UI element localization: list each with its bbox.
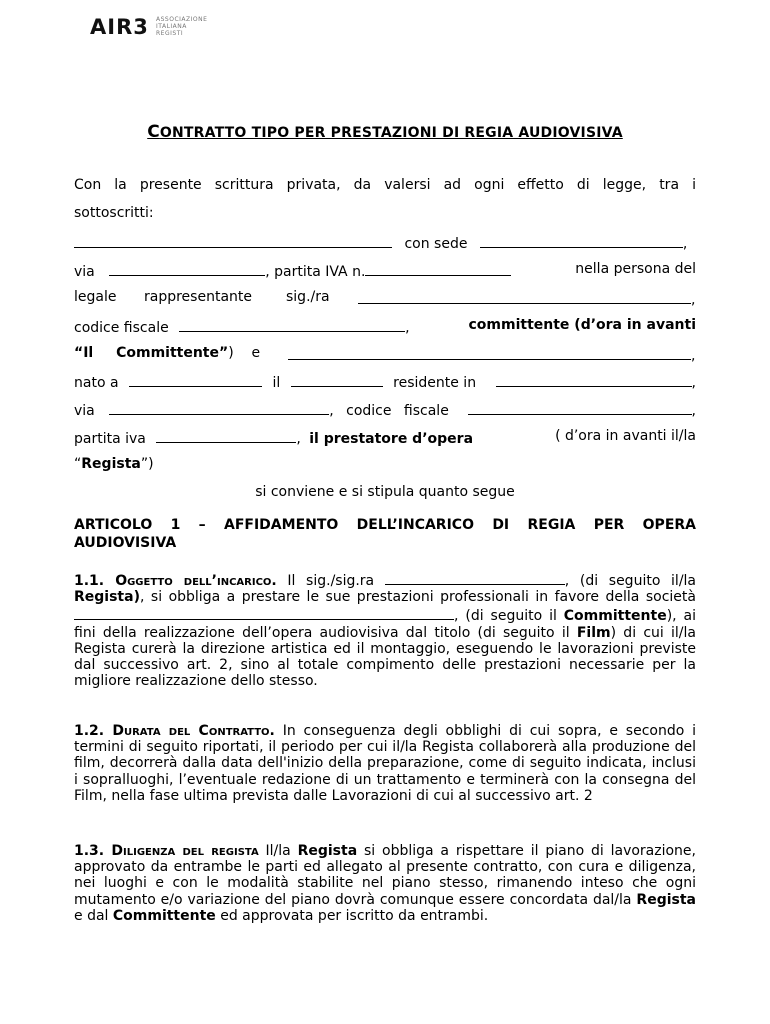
blank-field[interactable] [480,233,683,248]
party-line-legale [74,289,696,306]
section-text: ) di cui il/la Regista curerà la direzione artistica ed il montaggio, eseguendo le lavorazioni previste dal successivo art. 2, sino al totale compimento delle prestazioni necessarie per la migliore realizzazione dello stesso. [74,624,696,690]
term-committente: Committente [112,907,216,924]
logo-subtitle [156,16,207,37]
label-paren-e: ) e [228,345,261,361]
section-1-1-heading: 1.1. Oggetto dell’incarico. [74,573,277,589]
comma: , [682,236,688,252]
logo-sub-line: REGISTI [156,30,184,37]
blank-field[interactable] [179,317,405,332]
label-rappresentante: rappresentante [144,289,252,305]
logo-mark: AIR3 [90,15,149,39]
stipula-line: si conviene e si stipula quanto segue [255,484,515,500]
label-nella-persona: nella persona del [575,261,696,277]
comma: , [691,403,696,419]
intro-line-2: sottoscritti: [74,205,154,221]
document-title [0,122,770,142]
blank-field[interactable] [288,345,691,360]
blank-field[interactable] [468,400,692,415]
blank-field[interactable] [365,261,511,276]
section-1-3-heading: 1.3. Diligenza del regista [74,843,259,859]
comma: , [691,375,696,391]
party-line-il-committente [74,345,696,362]
label-il: il [272,375,281,391]
quote-open: “ [74,456,82,472]
term-regista: Regista [636,891,696,908]
label-codice-fiscale: codice fiscale [74,320,169,336]
label-prestatore: il prestatore d’opera [309,431,474,447]
party-line-regista [74,456,696,473]
blank-field[interactable] [385,570,565,585]
term-film: Film [576,624,611,641]
article-1-heading-line-1: ARTICOLO 1 – AFFIDAMENTO DELL’INCARICO DI REGIA PER OPERA [74,517,696,533]
comma: , [296,431,301,447]
blank-field[interactable] [109,261,265,276]
label-il-committente: “Il Committente” [74,345,229,361]
party-line-via-2 [74,400,696,420]
section-1-1 [74,570,696,689]
quote-close: ”) [140,456,154,472]
blank-field[interactable] [156,428,296,443]
section-text: Il/la [258,843,298,859]
label-residente-in: residente in [393,375,477,391]
article-1-heading-line-2: AUDIOVISIVA [74,535,177,551]
label-partita-iva-n: , partita IVA n. [265,264,366,280]
section-text: Il sig./sig.ra [276,573,385,589]
party-line-via [74,261,696,281]
party-line-partita-iva [74,428,696,448]
party-line-sede [74,233,696,253]
label-partita-iva: partita iva [74,431,146,447]
blank-field[interactable] [109,400,329,415]
label-con-sede: con sede [404,236,468,252]
section-text: ), ai fini della realizzazione dell’opera audiovisiva dal titolo (di seguito il [74,608,696,641]
label-via: via [74,403,95,419]
section-text: In conseguenza degli obblighi di cui sopra, e secondo i termini di seguito riportati, il periodo per cui il/la Regista collaborerà alla produzione del film, decorrerà dalla data dell'inizio della preparazione, come di seguito indicata, inclusi i sopralluoghi, l’eventuale redazione di un trattamento e terminerà con la consegna del Film, nella fase ultima prevista dalle Lavorazioni di cui al successivo art. 2 [74,723,696,804]
title-rest: ONTRATTO TIPO PER PRESTAZIONI DI REGIA AUDIOVISIVA [159,125,623,141]
blank-field[interactable] [74,605,454,620]
blank-field[interactable] [291,372,383,387]
section-text: si obbliga a rispettare il piano di lavorazione, approvato da entrambe le parti ed allegato al presente contratto, con cura e diligenza, nei luoghi e con le modalità stabilite nel piano stesso, rimanendo inteso che ogni mutamento e/o variazione del piano dovrà comunque essere concordata dal/la [74,843,696,908]
label-legale: legale [74,289,117,305]
label-via: via [74,264,95,280]
blank-field[interactable] [129,372,262,387]
blank-field[interactable] [496,372,692,387]
title-initial: C [147,122,160,142]
label-nato-a: nato a [74,375,119,391]
comma: , [405,320,410,336]
term-regista: Regista) [74,589,140,606]
term-committente: Committente [563,608,667,625]
comma: , [691,292,696,308]
party-line-codice-fiscale [74,317,696,337]
label-dora-avanti: ( d’ora in avanti il/la [555,428,696,444]
section-text: ed approvata per iscritto da entrambi. [215,907,489,924]
section-1-2 [74,723,696,804]
section-text: e dal [74,907,113,924]
section-text: , (di seguito il/la [564,573,696,589]
section-text: , (di seguito il [454,608,564,625]
intro-line-1: Con la presente scrittura privata, da valersi ad ogni effetto di legge, tra i [74,177,696,193]
blank-field[interactable] [358,289,691,304]
logo-sub-line: ASSOCIAZIONE [156,16,208,23]
section-1-2-heading: 1.2. Durata del Contratto. [74,723,275,739]
label-regista: Regista [81,456,141,472]
label-codice-fiscale: , codice fiscale [329,403,449,419]
label-sig-ra: sig./ra [286,289,330,305]
comma: , [691,348,696,364]
blank-field[interactable] [74,233,392,248]
section-1-3 [74,843,696,924]
section-text: , si obbliga a prestare le sue prestazioni professionali in favore della società [139,589,696,606]
label-committente: committente (d’ora in avanti [468,317,696,333]
term-regista: Regista [297,843,358,859]
party-line-nato [74,372,696,392]
logo-sub-line: ITALIANA [156,23,187,30]
